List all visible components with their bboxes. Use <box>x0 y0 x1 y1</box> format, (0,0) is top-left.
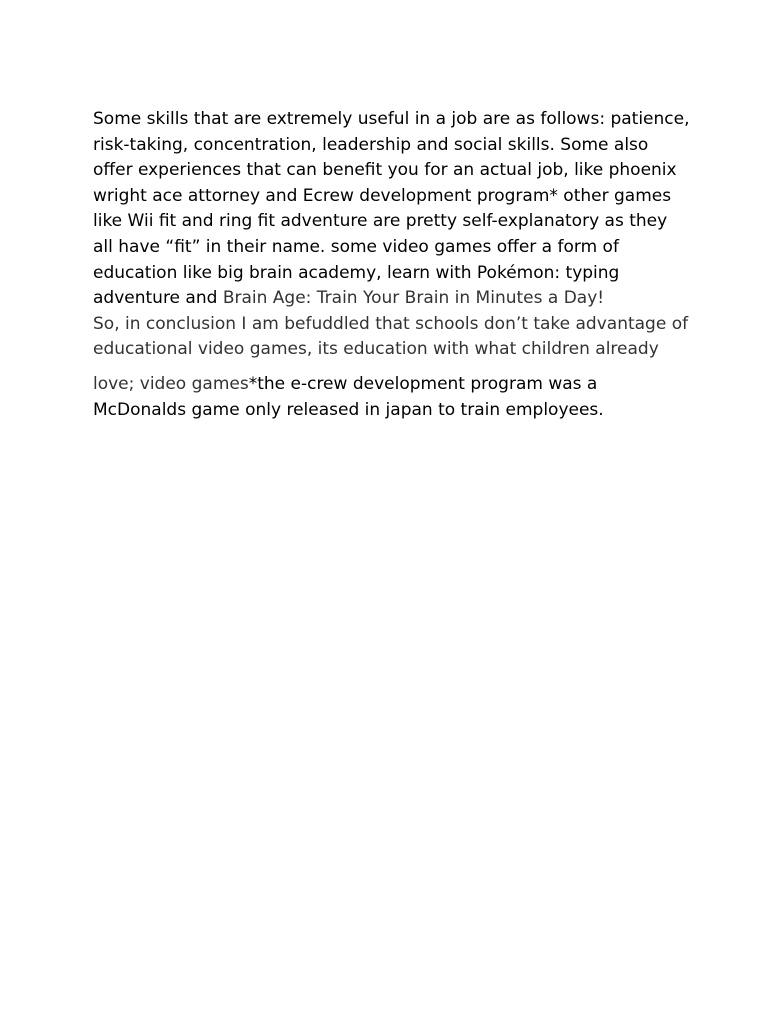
text-line <box>93 286 693 312</box>
text-line <box>93 372 693 398</box>
paragraph-conclusion <box>93 312 693 363</box>
text-line: education like big brain academy, learn with Pokémon: typing <box>93 262 620 283</box>
text-line: So, in conclusion I am befuddled that schools don’t take advantage of <box>93 313 689 334</box>
text-line: McDonalds game only released in japan to train employees. <box>93 399 604 420</box>
text-line: Some skills that are extremely useful in a job are as follows: patience, <box>93 109 690 129</box>
text-run: adventure and <box>93 288 223 309</box>
text-line: all have “fit” in their name. some video games offer a form of <box>93 236 619 257</box>
text-line: offer experiences that can benefit you for an actual job, like phoenix <box>93 160 677 181</box>
paragraph-footnote <box>93 372 693 423</box>
document-body <box>93 107 693 423</box>
text-line: like Wii fit and ring fit adventure are pretty self-explanatory as they <box>93 211 668 232</box>
footnote-text: *the e-crew development program was a <box>248 373 598 394</box>
text-line: wright ace attorney and Ecrew development program* other games <box>93 185 672 206</box>
text-run: love; video games <box>93 373 249 394</box>
text-line: educational video games, its education with what children already <box>93 339 659 360</box>
text-line: risk-taking, concentration, leadership and social skills. Some also <box>93 134 649 155</box>
game-title: Brain Age: Train Your Brain in Minutes a Day! <box>222 288 605 309</box>
paragraph-skills <box>93 107 693 312</box>
